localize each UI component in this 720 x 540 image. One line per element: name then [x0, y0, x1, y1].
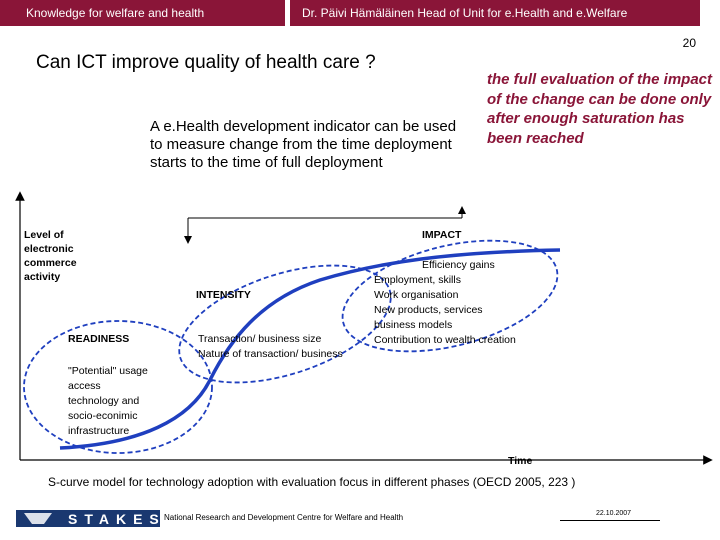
readiness-title: READINESS	[68, 333, 130, 345]
slide-title: Can ICT improve quality of health care ?	[36, 52, 376, 73]
readiness-items: "Potential" usage access technology and socio-econimic infrastructure	[68, 365, 148, 437]
stakes-logo	[16, 510, 166, 527]
figure-caption: S-curve model for technology adoption with evaluation focus in different phases (OECD 2005, 223 )	[48, 475, 576, 489]
logo-mark-icon	[22, 510, 62, 527]
footer-organisation: National Research and Development Centre for Welfare and Health	[164, 513, 404, 522]
intensity-title: INTENSITY	[196, 289, 251, 301]
evaluation-text: the full evaluation of the impact of the change can be done only after enough saturation has been reached	[487, 71, 713, 147]
logo-text: STAKES	[68, 511, 166, 527]
header-right-text: Dr. Päivi Hämäläinen Head of Unit for e.Health and e.Welfare	[302, 6, 628, 20]
footer-date: 22.10.2007	[596, 510, 632, 517]
indicator-text: A e.Health development indicator can be used to measure change from the time deployment starts to the time of full deployment	[150, 118, 457, 171]
impact-items: Efficiency gains Employment, skills Work organisation New products, services business models Contribution to wealth creation	[374, 259, 516, 346]
intensity-items: Transaction/ business size Nature of transaction/ business	[198, 333, 343, 360]
footer-divider	[560, 520, 660, 521]
y-axis-label: Level of electronic commerce activity	[24, 229, 77, 283]
page-number: 20	[682, 36, 696, 50]
x-axis-label: Time	[508, 455, 533, 467]
impact-title: IMPACT	[422, 229, 462, 241]
header-left-text: Knowledge for welfare and health	[26, 6, 205, 20]
